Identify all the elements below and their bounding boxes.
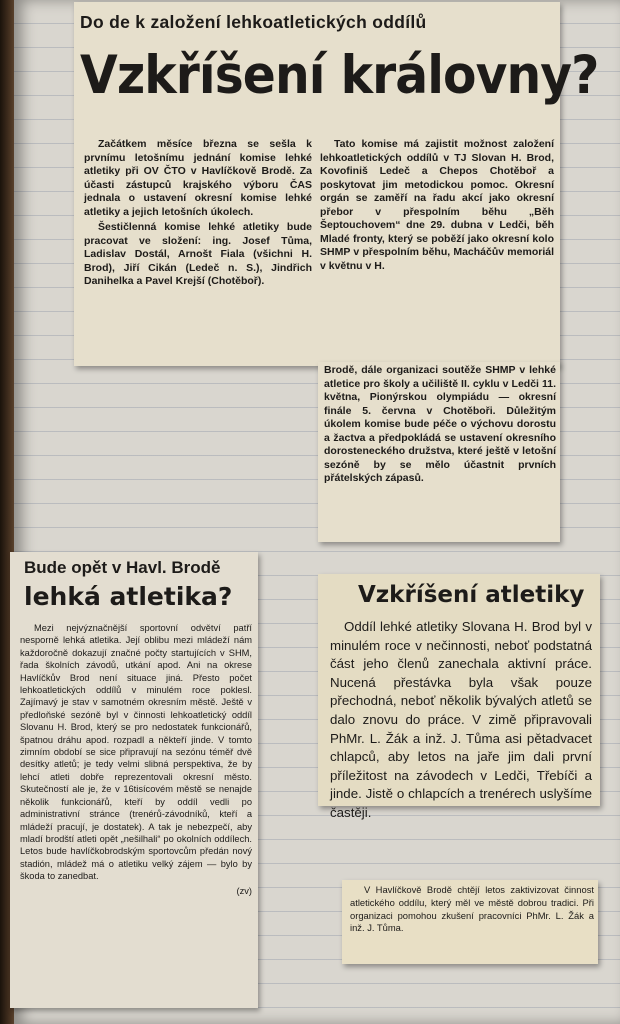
clipping-kicker: Bude opět v Havl. Brodě (24, 558, 221, 577)
clipping-vzkriseni-atletiky (318, 574, 600, 820)
article-paragraph: Začátkem měsíce března se sešla k prvnímu letošnímu jednání komise lehké atletiky při OV ČTO v Havlíčkově Brodě. Za účasti zástupců krajského výboru ČAS jednala o ustavení okresní komise lehké atletiky a jejich letošních úkolech. (84, 138, 312, 218)
article-paragraph: Brodě, dále organizaci soutěže SHMP v lehké atletice pro školy a učiliště II. cyklu v Ledči 11. května, Pionýrskou olympiádu — okresní finále 5. června v Chotěboři. Důležitým úkolem komise bude péče o výchovu dorostu a žactva a předpokládá se ustavení okresního dorosteneckého družstva, které ještě v letošní sezóně by se mělo účastnit prvních přátelských zápasů. (324, 364, 556, 484)
article-body (20, 622, 252, 897)
article-paragraph: Oddíl lehké atletiky Slovana H. Brod byl v minulém roce v nečinnosti, neboť podstatná část jeho členů zanechala aktivní práce. Nucená přestávka byla však pouze přechodná, neboť několik bývalých atletů se dalo znovu do práce. V zimě připravovali PhMr. L. Žák a inž. J. Tůma asi pětadvacet chlapců, aby letos na jaře jim dali první příležitost na závodech v Ledči, Třebíči a jinde. Jistě o chlapcích a trenérech uslyšíme častěji. (330, 619, 592, 820)
article-paragraph: Mezi nejvýznačnější sportovní odvětví patří nesporně lehká atletika. Její oblibu mezi mládeží nám každoročně dokazují značné počty startujících v SHM, řada školních závodů, utkání apod. Ani na okrese Havlíčkův Brod není situace jiná. Přesto počet lehkoatletických oddílů v minulém roce poklesl. Zajímavý je stav v samotném okresním městě. Ještě v předloňské sezóně byl v činnosti lehkoatletický oddíl Slovanu H. Brod, který se pro nedostatek funkcionářů, špatnou dráhu apod. rozpadl a někteří jinde. V tomto zimním období se sice připravují na sezónu téměř dvě desítky atletů; je tedy velmi slibná perspektiva, že by lehcí atleti dobře reprezentovali okresní město. Skutečností ale je, že v 16tisícovém městě se nenajde několik funkcionářů, kteří by oddíl vedli po administrativní stránce (trenérů-závodníků, kteří a mládeží pracují, je dostatek). A tak je nebezpečí, aby mladí brodští atleti opět „nešilhali“ po okolních oddílech. Letos bude havlíčkobrodským sportovcům předán nový stadión, mládež má o atletiku velký zájem — bylo by škoda to zanedbat. (20, 623, 252, 882)
clipping-headline: lehká atletika? (24, 582, 233, 611)
article-column-continuation (324, 364, 556, 488)
clipping-short-note (342, 880, 598, 964)
clipping-headline: Vzkříšení královny? (80, 45, 599, 106)
clipping-vzkriseni-kralovny (74, 2, 599, 366)
article-signature: (zv) (236, 885, 252, 896)
article-column-left (84, 138, 312, 291)
clipping-headline: Vzkříšení atletiky (358, 582, 585, 608)
clipping-vzkriseni-kralovny-continuation (318, 362, 560, 542)
article-paragraph: V Havlíčkově Brodě chtějí letos zaktivizovat činnost atletického oddílu, který měl ve městě dobrou tradici. Při organizaci pomohou zkušení pracovníci PhMr. L. Žák a inž. J. Tůma. (350, 884, 594, 934)
article-body (330, 618, 592, 825)
article-paragraph: Šestičlenná komise lehké atletiky bude pracovat ve složení: ing. Josef Tůma, Ladislav Dostál, Arnošt Fiala (všichni H. Brod), Jiří Cikán (Ledeč n. S.), Jindřich Danihelka a Pavel Krejší (Chotěboř). (84, 221, 312, 287)
clipping-kicker: Do de k založení lehkoatletických oddílů (80, 12, 427, 32)
clipping-lehka-atletika (10, 552, 258, 1008)
article-column-right (320, 138, 554, 275)
article-body (350, 884, 594, 937)
article-paragraph: Tato komise má zajistit možnost založení lehkoatletických oddílů v TJ Slovan H. Brod, Kovofiniš Ledeč a Chepos Chotěboř a poskytovat jim metodickou pomoc. Okresní orgán se zaměří na řadu akcí jako okresní přebor v přespolním běhu „Běh Šeptouchovem“ dne 29. dubna v Ledči, běh Mladé fronty, který se poběží jako okresní kolo SHMP v přespolním běhu, Macháčův memoriál v květnu v H. (320, 138, 554, 272)
